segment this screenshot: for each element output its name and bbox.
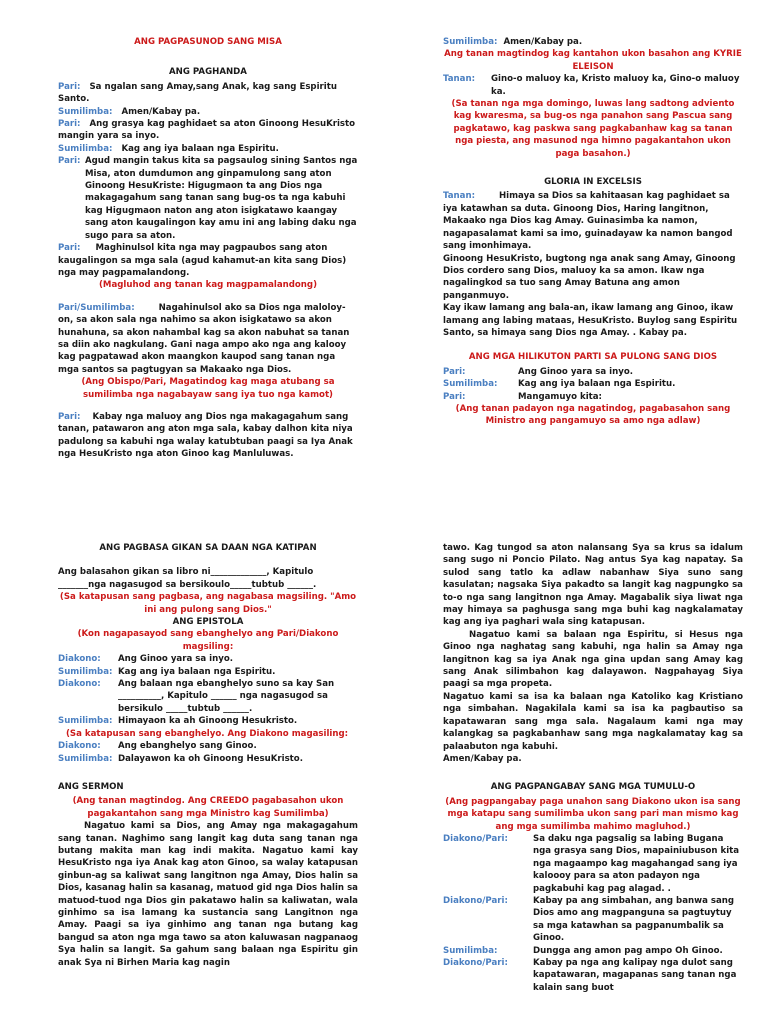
deacon-line: Diakono/Pari: Kabay pa nga ang kalipay nga dulot sang kapatawaran, magapanas sang tanan nga kalain sang buot xyxy=(443,958,737,993)
priest-line: Pari: Ang Ginoo yara sa inyo. xyxy=(443,366,634,377)
congregation-line: Sumilimba: Dungga ang amon pag ampo Oh Ginoo. xyxy=(443,945,723,956)
congregation-line: Sumilimba: Amen/Kabay pa. xyxy=(443,37,583,47)
epistle-title: ANG EPISTOLA xyxy=(172,617,244,628)
bottom-left-column xyxy=(58,542,358,969)
rubric: (Ang pagpangabay paga unahon sang Diakono ukon isa sang mga katapu sang sumilimba ukon sang pari man mismo kag ang mga sumilimba mahimo magluhod.) xyxy=(445,796,741,832)
rubric: (Kon nagapasayod sang ebanghelyo ang Pari/Diakono magsiling: xyxy=(77,629,339,652)
confiteor: Pari/Sumilimba: Nagahinulsol ako sa Dios nga maloloy-on, sa akon sala nga nahimo sa akon isigkatawo sa akon hunahuna, sa akon nahambal kag sa akon nabuhat sa tanan sa diin ako nagkulang. Gani naga ampo ako nga ang kalooy kag pagpatawad akon maangkon kaupod sang tanan nga mga santos sa pagtugyan sa Makaako nga Dios. xyxy=(58,302,350,375)
deacon-line: Diakono: Ang Ginoo yara sa inyo. xyxy=(58,654,234,665)
top-left-column xyxy=(58,36,358,461)
prayers-title: ANG PAGPANGABAY SANG MGA TUMULU-O xyxy=(490,782,696,793)
bottom-right-column xyxy=(443,542,743,994)
congregation-line: Sumilimba: Kag ang iya balaan nga Espiritu. xyxy=(58,666,276,677)
deacon-line: Diakono/Pari: Kabay pa ang simbahan, ang banwa sang Dios amo ang magpanguna sa pagtuytuy sa mga katawhan sa pagpanumbalik sa Ginoo. xyxy=(443,895,735,944)
liturgy-word-title: ANG MGA HILIKUTON PARTI SA PULONG SANG DIOS xyxy=(468,352,718,363)
all-line: Tanan: Gino-o maluoy ka, Kristo maluoy ka, Gino-o maluoy ka. xyxy=(443,74,740,97)
rubric: Ang tanan magtindog kag kantahon ukon basahon ang KYRIE ELEISON xyxy=(444,49,742,72)
rubric: (Sa tanan nga mga domingo, luwas lang sadtong adviento kag kwaresma, sa bug-os nga panahon sang Pascua sang pagkatawo, kag paskwa sang pagkabanhaw kag sa tanan nga piesta, ang masunod nga himno pagakantahon ukon paga basahon.) xyxy=(451,99,735,159)
rubric: (Magluhod ang tanan kag magpamalandong) xyxy=(98,280,318,291)
rubric: (Sa katapusan sang ebanghelyo. Ang Diakono magasiling: xyxy=(66,728,349,739)
rubric: (Ang tanan magtindog. Ang CREEDO pagabasahon ukon pagakantahon sang mga Ministro kag Sumilimba) xyxy=(72,796,344,819)
priest-line: Pari: Sa ngalan sang Amay,sang Anak, kag sang Espiritu Santo. xyxy=(58,81,337,105)
congregation-line: Sumilimba: Amen/Kabay pa. xyxy=(58,106,201,117)
top-right-column xyxy=(443,36,743,428)
priest-line: Pari: Ang grasya kag paghidaet sa aton Ginoong HesuKristo mangin yara sa inyo. xyxy=(58,119,356,142)
priest-line: Pari: Kabay nga maluoy ang Dios nga makagagahum sang tanan, patawaron ang aton mga sala, kabay dalhon kita niya padulong sa kabuhi nga walay katubtuban paagi sa Iya Anak nga HesuKristo nga aton Ginoo kag Manluluwas. xyxy=(58,411,353,460)
gloria-text: Kay ikaw lamang ang bala-an, ikaw lamang ang Ginoo, ikaw lamang ang labing mataas, HesuKristo. Buylog sang Espiritu Santo, sa himaya sang Dios nga Amay. . Kabay pa. xyxy=(443,303,738,338)
amen-line: Amen/Kabay pa. xyxy=(443,753,522,764)
rubric: (Ang Obispo/Pari, Magatindog kag maga atubang sa sumilimba nga nagabayaw sang iya tuo nga kamot) xyxy=(81,377,335,400)
deacon-line: Diakono: Ang ebanghelyo sang Ginoo. xyxy=(58,741,257,752)
deacon-line: Diakono: Ang balaan nga ebanghelyo suno sa kay San __________, Kapitulo ______ nga nagasugod sa bersikulo _____tubtub ______. xyxy=(58,679,335,714)
rubric: (Ang tanan padayon nga nagatindog, pagabasahon sang Ministro ang pangamuyo sa amo nga adlaw) xyxy=(455,403,731,427)
gloria-title: GLORIA IN EXCELSIS xyxy=(544,177,642,188)
priest-line: Pari: Maghinulsol kita nga may pagpaubos sang aton kaugalingon sa mga sala (agud kahamut-an kita sang Dios) nga may pagpamalandong. xyxy=(58,243,347,278)
old-testament-title: ANG PAGBASA GIKAN SA DAAN NGA KATIPAN xyxy=(99,543,317,553)
reading-intro: Ang balasahon gikan sa libro ni_____________, Kapitulo _______nga nagasugod sa bersikoulo_____tubtub ______. xyxy=(58,567,317,590)
creed-text: tawo. Kag tungod sa aton nalansang Sya sa krus sa idalum sang sugo ni Poncio Pilato. Nag antus Sya kag napatay. Sa sulod sang tatlo ka adlaw nabanhaw Siya suno sang kasulatan; nagsaka Siya pakadto sa langit kag nagpungko sa to-o nga sang langitnon nga Amay. Magabalik siya liwat nga may himaya sa paghusga sang mga buhi kag nagkalamatay kag ang iya paghari wala sing katapusan. xyxy=(443,543,743,628)
congregation-line: Sumilimba: Himayaon ka ah Ginoong Hesukristo. xyxy=(58,716,298,727)
congregation-line: Sumilimba: Kag ang iya balaan nga Espiritu. xyxy=(58,143,279,154)
sermon-title: ANG SERMON xyxy=(58,781,124,792)
priest-line: Pari: Mangamuyo kita: xyxy=(443,391,602,402)
preparation-title: ANG PAGHANDA xyxy=(169,67,247,78)
rubric: (Sa katapusan sang pagbasa, ang nagabasa magsiling. "Amo ini ang pulong sang Dios." xyxy=(59,592,357,615)
deacon-line: Diakono/Pari: Sa daku nga pagsalig sa labing Bugana nga grasya sang Dios, mapainiubuson kita nga magaampo kag magahangad sang iya kaloooy para sa aton padayon nga pagkabuhi kag pag alagad. . xyxy=(443,833,740,894)
priest-line: Pari: Agud mangin takus kita sa pagsaulog sining Santos nga Misa, aton dumdumon ang ginpamulong sang aton Ginoong HesuKriste: Higugmaon ta ang Dios nga makagagahum sang tanan sang bug-os ta nga kabuhi kag Higugmaon naton ang aton isigkatawo kaangay sang aton kaugalingon kay amu ini ang labing daku nga sugo para sa aton. xyxy=(58,156,358,241)
congregation-line: Sumilimba: Dalayawon ka oh Ginoong HesuKristo. xyxy=(58,753,303,764)
congregation-line: Sumilimba: Kag ang iya balaan nga Espiritu. xyxy=(443,379,676,390)
creed-text: Nagatuo kami sa Dios, ang Amay nga makagagahum sang tanan. Naghimo sang langit kag duta sang tanan nga butang makita man kag indi makita. Nagatuo kami kay HesuKristo nga iya Anak kag aton Ginoo, sa walay katapusan ginbun-ag sa kaliwat sang langitnon nga Amay, Dios halin sa Dios, kasanag halin sa kasanag, matuod gid nga Dios halin sa matuod-tuod nga Dios gin pakatawo halin sa kaliwatan, wala ginhimo sa isa lamang ka sustancia sang Langitnon nga Amay. Paagi sa iya ginhimo ang tanan nga butang kag bangud sa aton nga mga tawo sa aton kaluwasan nagpanaog Sya halin sa langit. Sa gahum sang balaan nga Espiritu gin anak Sya ni Birhen Maria kag nagin xyxy=(58,821,358,968)
gloria-text: Tanan: Himaya sa Dios sa kahitaasan kag paghidaet sa iya katawhan sa duta. Ginoong Dios, Haring langitnon, Makaako nga Dios kag Amay. Guinasimba ka namon, nagapasalamat kami sa imo, guinadayaw ka namon bangod sang imonhimaya. xyxy=(443,191,733,252)
creed-text: Nagatuo kami sa isa ka balaan nga Katoliko kag Kristiano nga simbahan. Nagakilala kami sa isa ka pagbautiso sa kapatawaran sang mga sala. Nagalaum kami nga may kalangkag sa pagkabanhaw sang mga nagkalamatay kag sa palaabuton nga kabuhi. xyxy=(443,691,743,752)
creed-text: Nagatuo kami sa balaan nga Espiritu, si Hesus nga Ginoo nga naghatag sang kabuhi, nga halin sa Amay nga langitnon kag sa iya Anak nga gina updan sang Amay kag sang Anak silimbahon kag dalayawon. Nagpahayag Siya paagi sa mga propeta. xyxy=(443,629,743,690)
order-of-mass-title: ANG PAGPASUNOD SANG MISA xyxy=(134,37,282,47)
gloria-text: Ginoong HesuKristo, bugtong nga anak sang Amay, Ginoong Dios cordero sang Dios, maluoy ka sa amon. Ikaw nga nagalingkod sa tuo sang Amay Batuna ang amon panganmuyo. xyxy=(443,253,736,301)
